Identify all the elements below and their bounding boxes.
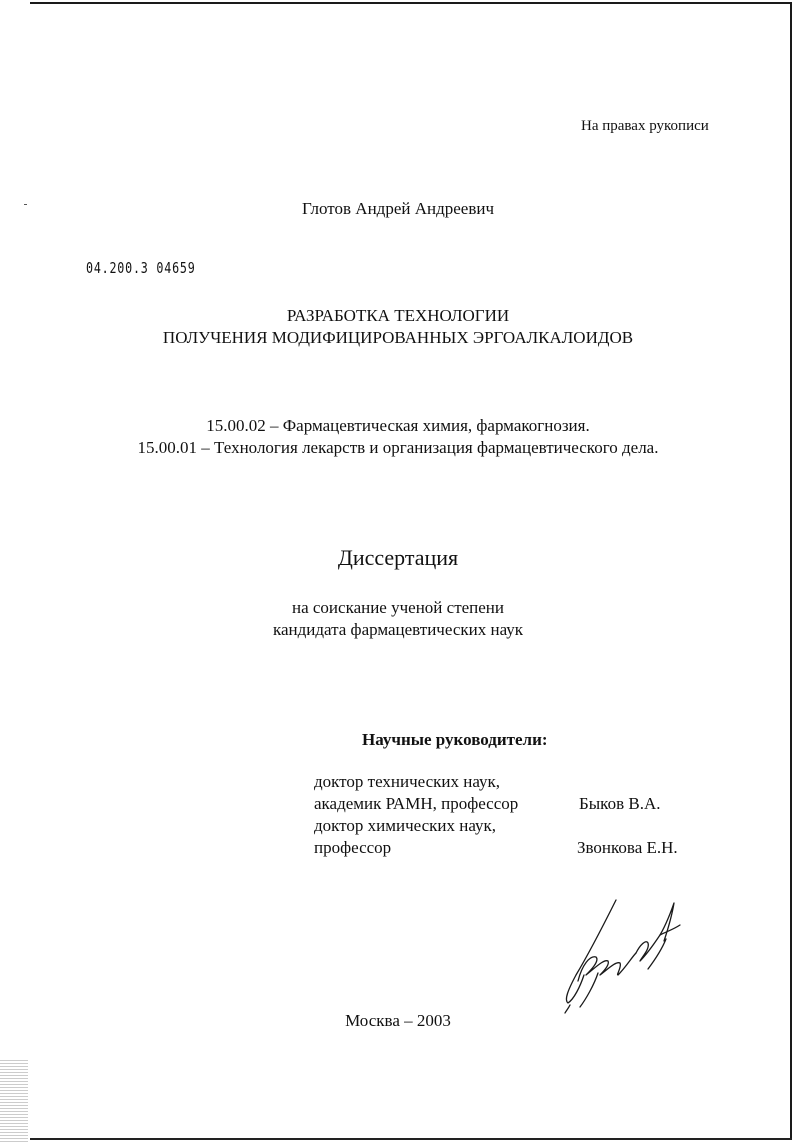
rights-note: На правах рукописи [581, 118, 709, 134]
specialty-line-1: 15.00.02 – Фармацевтическая химия, фармакогнозия. [206, 416, 590, 435]
document-type: Диссертация [337, 545, 459, 570]
supervisors-heading: Научные руководители: [362, 730, 548, 749]
title-line-1: РАЗРАБОТКА ТЕХНОЛОГИИ [286, 306, 510, 325]
title-line-2: ПОЛУЧЕНИЯ МОДИФИЦИРОВАННЫХ ЭРГОАЛКАЛОИДОВ [162, 328, 634, 347]
scan-border-right [790, 2, 792, 1140]
supervisor-1-title-line-2: академик РАМН, профессор [314, 794, 519, 813]
degree-line-1: на соискание ученой степени [291, 598, 505, 617]
supervisor-2-title-line-2: профессор [314, 838, 392, 857]
scan-border-top [30, 2, 792, 4]
supervisor-2-name: Звонкова Е.Н. [577, 838, 678, 857]
scan-edge-noise [0, 1060, 28, 1142]
supervisor-1-name: Быков В.А. [579, 794, 661, 813]
archive-stamp-code: 04.200.3 04659 [86, 259, 196, 277]
author-name: Глотов Андрей Андреевич [302, 199, 494, 218]
handwritten-signature-icon [556, 895, 696, 1015]
place-year: Москва – 2003 [345, 1011, 451, 1030]
degree-line-2: кандидата фармацевтических наук [272, 620, 524, 639]
specialty-line-2: 15.00.01 – Технология лекарств и организация фармацевтического дела. [137, 438, 659, 457]
supervisor-2-title-line-1: доктор химических наук, [314, 816, 497, 835]
scan-border-bottom [30, 1138, 792, 1140]
supervisor-1-title-line-1: доктор технических наук, [314, 772, 501, 791]
